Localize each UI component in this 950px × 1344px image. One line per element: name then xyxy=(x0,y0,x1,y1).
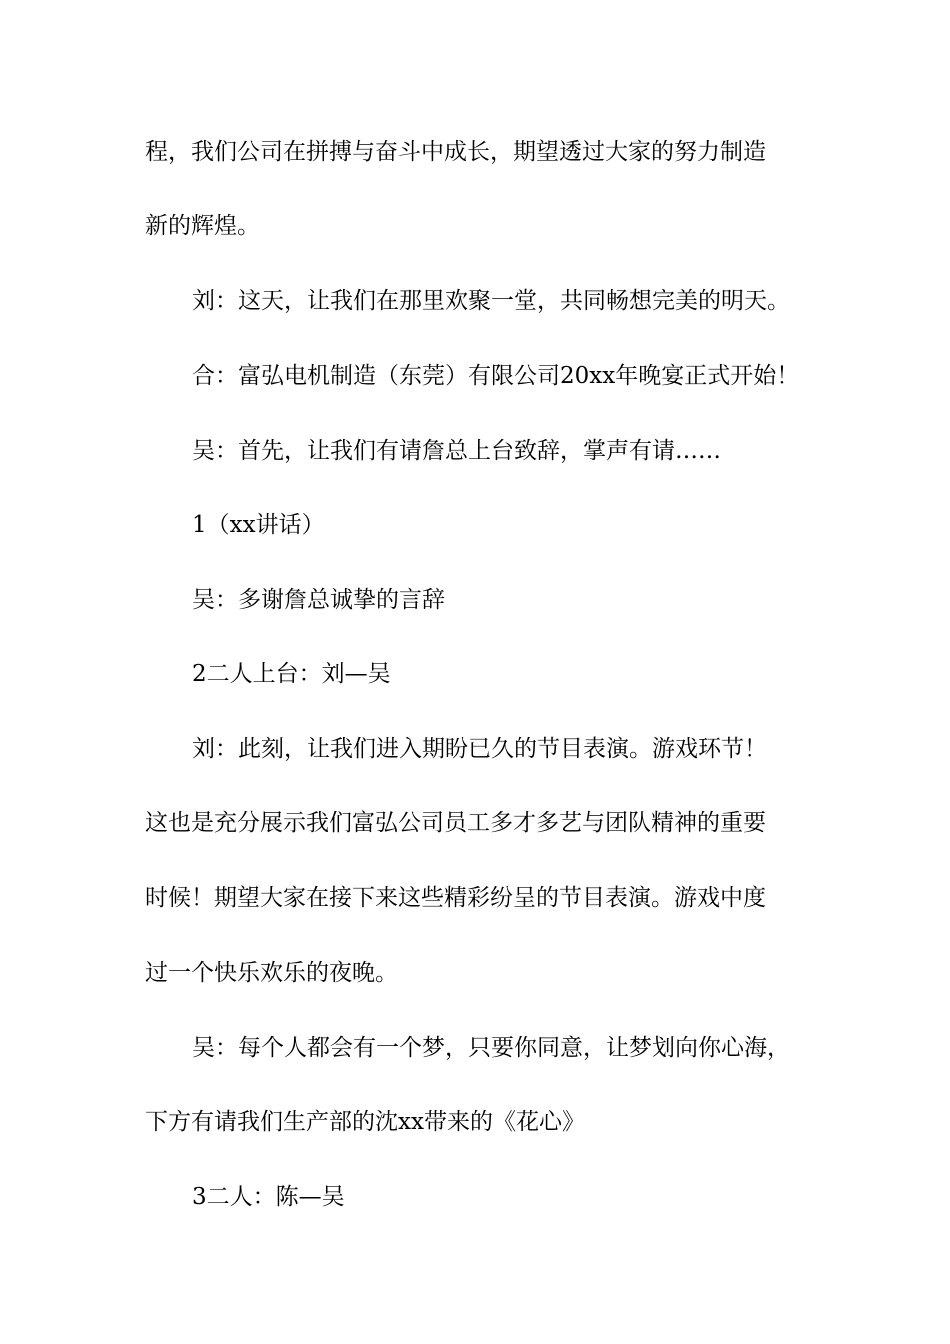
dialogue-line: 吴：多谢詹总诚挚的言辞 xyxy=(192,587,445,613)
paragraph-line: 程，我们公司在拼搏与奋斗中成长，期望透过大家的努力制造 xyxy=(145,139,766,165)
paragraph-line: 新的辉煌。 xyxy=(145,213,260,239)
dialogue-line: 吴：每个人都会有一个梦，只要你同意，让梦划向你心海， xyxy=(192,1035,790,1061)
paragraph-line: 过一个快乐欢乐的夜晚。 xyxy=(145,960,398,986)
dialogue-line: 吴：首先，让我们有请詹总上台致辞，掌声有请…… xyxy=(192,438,721,464)
dialogue-line: 刘：这天，让我们在那里欢聚一堂，共同畅想完美的明天。 xyxy=(192,288,790,314)
paragraph-line: 这也是充分展示我们富弘公司员工多才多艺与团队精神的重要 xyxy=(145,810,766,836)
section-line: 2二人上台：刘—吴 xyxy=(192,661,391,687)
section-line: 3二人：陈—吴 xyxy=(192,1184,345,1210)
dialogue-line: 刘：此刻，让我们进入期盼已久的节目表演。游戏环节！ xyxy=(192,736,767,762)
paragraph-line: 时候！期望大家在接下来这些精彩纷呈的节目表演。游戏中度 xyxy=(145,885,766,911)
paragraph-line: 下方有请我们生产部的沈xx带来的《花心》 xyxy=(145,1109,585,1135)
dialogue-line: 合：富弘电机制造（东莞）有限公司20xx年晚宴正式开始！ xyxy=(192,363,800,389)
section-line: 1（xx讲话） xyxy=(192,512,325,538)
